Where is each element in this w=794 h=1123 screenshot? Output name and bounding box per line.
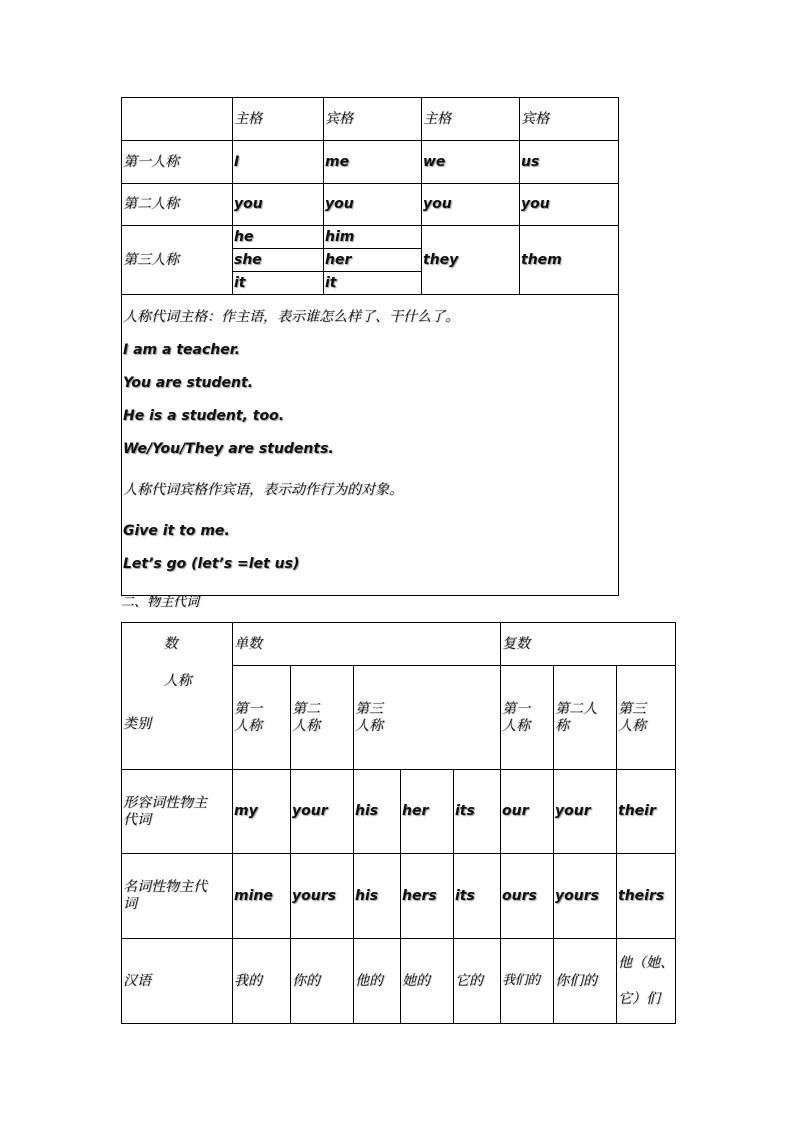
note-line: You are student. xyxy=(123,375,253,391)
note-line: He is a student, too. xyxy=(123,408,285,424)
table-row xyxy=(122,141,619,184)
note-line: 人称代词宾格作宾语，表示动作行为的对象。 xyxy=(123,482,403,498)
table-cell: 你们的 xyxy=(554,939,617,1024)
person-header: 第二 人称 xyxy=(291,666,354,770)
note-line: I am a teacher. xyxy=(123,342,240,358)
person-header: 第一 人称 xyxy=(233,666,291,770)
table-cell: its xyxy=(454,854,501,939)
note-line: We/You/They are students. xyxy=(123,441,334,457)
table-cell: him xyxy=(324,226,422,249)
header-cell: 主格 xyxy=(233,98,324,141)
corner-number: 数 xyxy=(163,636,178,652)
table-cell: you xyxy=(324,184,422,226)
row-label: 名词性物主代 词 xyxy=(122,854,233,939)
table-cell: 她的 xyxy=(401,939,454,1024)
table-cell: you xyxy=(422,184,520,226)
table-cell: her xyxy=(324,249,422,272)
note-line: 人称代词主格：作主语，表示谁怎么样了、干什么了。 xyxy=(123,309,459,325)
corner-person: 人称 xyxy=(163,673,192,689)
table-cell: mine xyxy=(233,854,291,939)
table-cell: my xyxy=(233,770,291,854)
table-cell: me xyxy=(324,141,422,184)
corner-cell xyxy=(122,623,233,770)
table-row xyxy=(122,939,676,1024)
table-cell: us xyxy=(520,141,619,184)
corner-category: 类别 xyxy=(123,716,151,732)
row-label: 汉语 xyxy=(122,939,233,1024)
table-cell: theirs xyxy=(617,854,676,939)
section-title: 二、物主代词 xyxy=(121,595,200,610)
table-cell: we xyxy=(422,141,520,184)
table-cell: its xyxy=(454,770,501,854)
table-cell: his xyxy=(354,770,401,854)
table-cell: I xyxy=(233,141,324,184)
header-cell: 宾格 xyxy=(324,98,422,141)
table-cell: them xyxy=(520,226,619,295)
table-cell: ours xyxy=(501,854,554,939)
plural-header: 复数 xyxy=(501,623,676,666)
table-cell: she xyxy=(233,249,324,272)
table-cell: 我们的 xyxy=(501,939,554,1024)
header-cell: 宾格 xyxy=(520,98,619,141)
table-row xyxy=(122,770,676,854)
row-label: 第二人称 xyxy=(122,184,233,226)
row-label: 形容词性物主 代词 xyxy=(122,770,233,854)
table-header-row xyxy=(122,98,619,141)
table-cell: yours xyxy=(291,854,354,939)
personal-pronoun-table xyxy=(121,97,619,596)
table-cell: 他的 xyxy=(354,939,401,1024)
table-header-row xyxy=(122,623,676,666)
table-cell: hers xyxy=(401,854,454,939)
table-cell: you xyxy=(233,184,324,226)
person-header: 第三 人称 xyxy=(354,666,501,770)
table-cell: our xyxy=(501,770,554,854)
notes-row xyxy=(122,295,619,596)
table-cell: it xyxy=(233,272,324,295)
table-cell: his xyxy=(354,854,401,939)
table-row xyxy=(122,184,619,226)
singular-header: 单数 xyxy=(233,623,501,666)
table-cell: 你的 xyxy=(291,939,354,1024)
header-cell-empty xyxy=(122,98,233,141)
note-line: Let’s go (let’s =let us) xyxy=(123,556,300,572)
notes-cell xyxy=(122,295,619,596)
table-cell: yours xyxy=(554,854,617,939)
table-cell: they xyxy=(422,226,520,295)
table-cell: 他（她、它）们 xyxy=(617,939,676,1024)
person-header: 第三 人称 xyxy=(617,666,676,770)
table-row xyxy=(122,226,619,249)
table-cell: your xyxy=(554,770,617,854)
table-cell: you xyxy=(520,184,619,226)
row-label: 第三人称 xyxy=(122,226,233,295)
row-label: 第一人称 xyxy=(122,141,233,184)
table-row xyxy=(122,854,676,939)
person-header: 第一 人称 xyxy=(501,666,554,770)
table-cell: 我的 xyxy=(233,939,291,1024)
table-cell: it xyxy=(324,272,422,295)
possessive-pronoun-table xyxy=(121,622,676,1024)
note-line: Give it to me. xyxy=(123,523,230,539)
table-cell: her xyxy=(401,770,454,854)
table-cell: your xyxy=(291,770,354,854)
person-header: 第二人 称 xyxy=(554,666,617,770)
table-cell: 它的 xyxy=(454,939,501,1024)
table-cell: he xyxy=(233,226,324,249)
header-cell: 主格 xyxy=(422,98,520,141)
table-cell: their xyxy=(617,770,676,854)
